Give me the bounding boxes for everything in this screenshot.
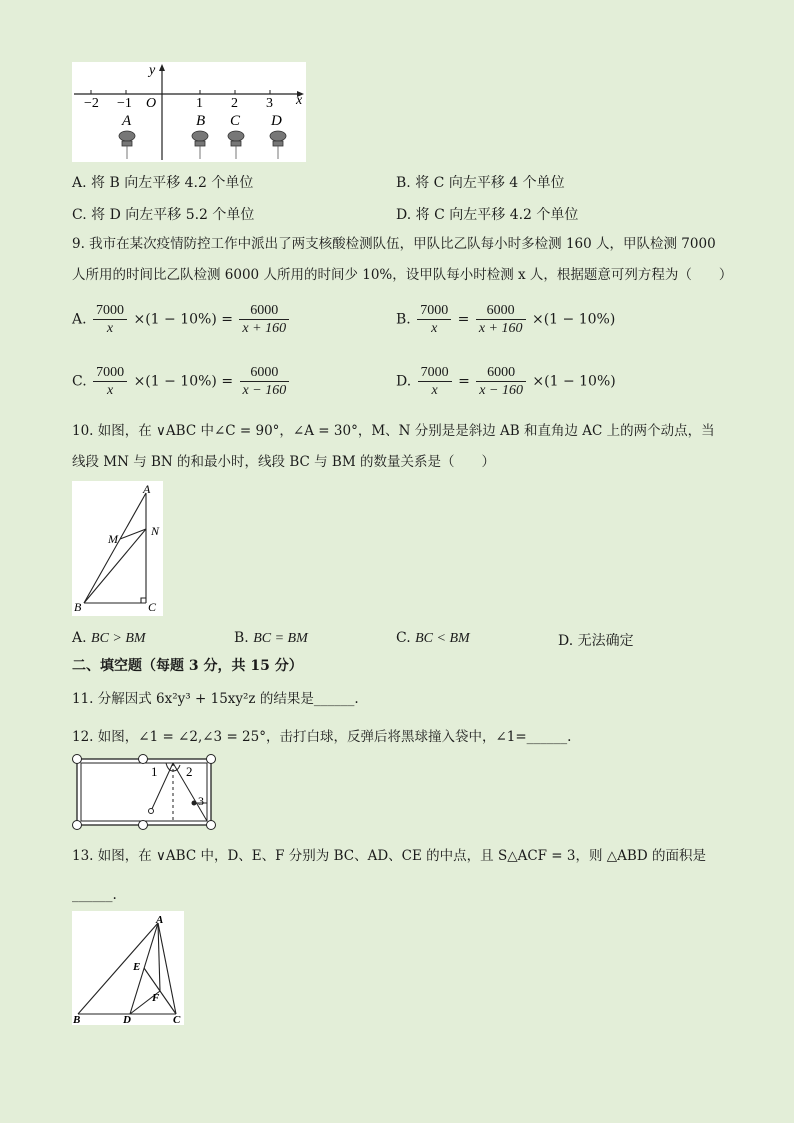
numerator: 6000: [476, 364, 526, 382]
white-ball-icon: [149, 809, 154, 814]
denominator: x + 160: [478, 321, 523, 336]
option-text: 将 B 向左平移 4.2 个单位: [91, 175, 254, 191]
number-line-figure: [72, 62, 306, 162]
triangle-abc-figure: [72, 481, 163, 616]
point-label-n: N: [151, 524, 160, 538]
denominator: x: [431, 321, 438, 336]
vertex-label-a: A: [143, 482, 151, 496]
option-letter: A.: [72, 630, 87, 646]
point-label-f: F: [152, 992, 160, 1004]
option-letter: D.: [558, 633, 574, 649]
option-letter: A.: [72, 175, 87, 191]
q10-option-c: [396, 630, 470, 647]
tick-label: −2: [84, 96, 99, 111]
q13-text-line2: ______.: [72, 887, 117, 903]
multiplier: ×(1 − 10%): [531, 311, 616, 328]
option-text: 将 C 向左平移 4 个单位: [415, 175, 565, 191]
billiard-table-figure: [72, 753, 216, 833]
angle-label-1: 1: [151, 764, 158, 779]
multiplier: ×(1 − 10%): [532, 373, 616, 390]
numerator: 6000: [239, 302, 289, 320]
q8-option-b: [396, 172, 565, 192]
option-text: 将 D 向左平移 5.2 个单位: [91, 207, 255, 223]
option-letter: D.: [396, 207, 412, 223]
bulb-icon: [119, 131, 135, 159]
q9-text-line2: 人所用的时间比乙队检测 6000 人所用的时间少 10%，设甲队每小时检测 x 人，根据题意可列方程为（ ）: [72, 267, 733, 283]
fraction: [239, 302, 289, 337]
angle-label-2: 2: [186, 764, 193, 779]
vertex-label-b: B: [74, 600, 82, 614]
denominator: x − 160: [242, 383, 287, 398]
q10-option-d: [558, 630, 634, 650]
q9-option-b: [396, 302, 615, 337]
option-letter: C.: [396, 630, 411, 646]
point-label-d: D: [123, 1014, 131, 1025]
point-label-a: A: [122, 113, 132, 129]
fraction: [93, 364, 127, 399]
bulb-icon: [270, 131, 286, 159]
fraction: [476, 302, 526, 337]
option-letter: C.: [72, 373, 87, 390]
fraction: [418, 364, 452, 399]
vertex-label-a: A: [156, 914, 164, 926]
point-label-e: E: [133, 961, 141, 973]
number-line-svg: [72, 62, 306, 162]
q9-option-d: [396, 364, 616, 399]
q10-text-line1: 10. 如图，在 ∨ABC 中∠C = 90°，∠A = 30°，M、N 分别是是斜边 AB 和直角边 AC 上的两个动点，当: [72, 423, 715, 439]
option-text: BC = BM: [253, 631, 308, 646]
section-heading: 二、填空题（每题 3 分，共 15 分）: [72, 658, 303, 674]
tick-label: 3: [266, 96, 273, 111]
tick-label: 1: [196, 96, 203, 111]
q10-option-a: [72, 630, 146, 647]
denominator: x: [106, 321, 114, 336]
option-letter: D.: [396, 373, 412, 390]
option-text: BC > BM: [91, 631, 146, 646]
bulb-icon: [228, 131, 244, 159]
billiard-table-svg: [72, 753, 216, 833]
numerator: 7000: [93, 302, 127, 320]
triangle-abd-svg: [72, 911, 184, 1025]
fraction: [417, 302, 451, 337]
q9-option-c: [72, 364, 291, 399]
point-label-d: D: [271, 113, 282, 129]
point-label-m: M: [108, 532, 118, 546]
option-letter: B.: [396, 175, 411, 191]
vertex-label-c: C: [148, 600, 157, 614]
numerator: 6000: [240, 364, 290, 382]
numerator: 7000: [418, 364, 452, 382]
option-letter: B.: [396, 311, 411, 328]
q10-option-b: [234, 630, 308, 647]
option-text: 将 C 向左平移 4.2 个单位: [415, 207, 579, 223]
denominator: x: [431, 383, 438, 398]
option-text: BC < BM: [415, 631, 470, 646]
point-label-c: C: [230, 113, 241, 129]
q11-text: 11. 分解因式 6x²y³ + 15xy²z 的结果是______.: [72, 691, 359, 707]
multiplier: ×(1 − 10%) =: [133, 311, 233, 328]
option-letter: B.: [234, 630, 249, 646]
numerator: 6000: [476, 302, 526, 320]
q10-text-line2: 线段 MN 与 BN 的和最小时，线段 BC 与 BM 的数量关系是（ ）: [72, 454, 495, 470]
bulb-icon: [192, 131, 208, 159]
numerator: 7000: [93, 364, 127, 382]
option-letter: C.: [72, 207, 87, 223]
fraction: [93, 302, 127, 337]
y-axis-label: y: [149, 63, 156, 78]
point-label-b: B: [196, 113, 206, 129]
vertex-label-b: B: [73, 1014, 81, 1025]
equals: =: [457, 311, 470, 328]
q9-text-line1: 9. 我市在某次疫情防控工作中派出了两支核酸检测队伍，甲队比乙队每小时多检测 160 人，甲队检测 7000: [72, 236, 716, 252]
tick-label: 2: [231, 96, 238, 111]
vertex-label-c: C: [173, 1014, 181, 1025]
origin-label: O: [146, 96, 157, 111]
q8-option-c: [72, 204, 254, 224]
fraction: [476, 364, 526, 399]
angle-label-3: 3: [198, 794, 204, 808]
q13-text-line1: 13. 如图，在 ∨ABC 中，D、E、F 分别为 BC、AD、CE 的中点，且 S△ACF = 3，则 △ABD 的面积是: [72, 848, 706, 864]
black-ball-icon: [192, 801, 197, 806]
fraction: [240, 364, 290, 399]
q8-option-d: [396, 204, 578, 224]
numerator: 7000: [417, 302, 451, 320]
x-axis-label: x: [296, 93, 303, 108]
option-text: 无法确定: [577, 633, 634, 649]
tick-label: −1: [117, 96, 132, 111]
q9-option-a: [72, 302, 291, 337]
denominator: x: [107, 383, 114, 398]
q8-option-a: [72, 172, 253, 192]
multiplier: ×(1 − 10%) =: [133, 373, 234, 390]
denominator: x − 160: [479, 383, 523, 398]
denominator: x + 160: [242, 321, 287, 336]
q12-text: 12. 如图，∠1 = ∠2,∠3 = 25°，击打白球，反弹后将黑球撞入袋中，∠1=______.: [72, 729, 572, 745]
triangle-abc-svg: [72, 481, 163, 616]
equals: =: [458, 373, 470, 390]
option-letter: A.: [72, 311, 87, 328]
triangle-abd-figure: [72, 911, 184, 1025]
